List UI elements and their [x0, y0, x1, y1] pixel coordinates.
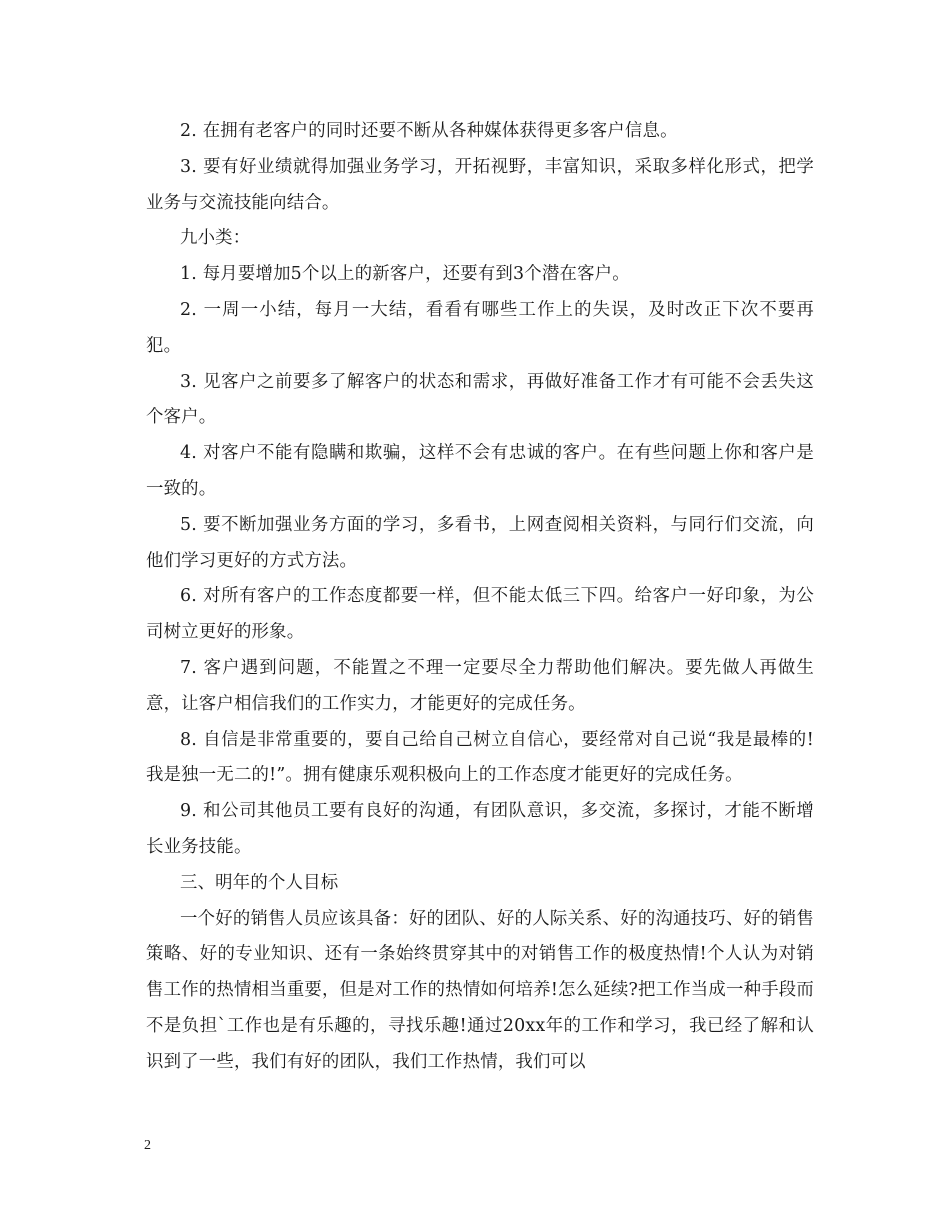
list-item-9: 9. 和公司其他员工要有良好的沟通，有团队意识，多交流，多探讨，才能不断增长业务技能。	[146, 801, 814, 857]
list-item-8: 8. 自信是非常重要的，要自己给自己树立自信心，要经常对自己说“我是最棒的!我是独一无二的!”。拥有健康乐观积极向上的工作态度才能更好的完成任务。	[146, 729, 814, 786]
list-item-7: 7. 客户遇到问题，不能置之不理一定要尽全力帮助他们解决。要先做人再做生意，让客户相信我们的工作实力，才能更好的完成任务。	[146, 657, 814, 714]
paragraph-item-3: 3. 要有好业绩就得加强业务学习，开拓视野，丰富知识，采取多样化形式，把学业务与交流技能向结合。	[146, 156, 814, 213]
page-number: 2	[144, 1138, 151, 1153]
list-item-4: 4. 对客户不能有隐瞒和欺骗，这样不会有忠诚的客户。在有些问题上你和客户是一致的。	[146, 443, 814, 499]
section-heading-nine-categories: 九小类：	[180, 228, 251, 249]
list-item-6: 6. 对所有客户的工作态度都要一样，但不能太低三下四。给客户一好印象，为公司树立更好的形象。	[146, 586, 814, 643]
section-heading-next-year-goals: 三、明年的个人目标	[180, 872, 339, 893]
paragraph-item-2: 2. 在拥有老客户的同时还要不断从各种媒体获得更多客户信息。	[180, 121, 678, 141]
list-item-5: 5. 要不断加强业务方面的学习，多看书，上网查阅相关资料，与同行们交流，向他们学习更好的方式方法。	[146, 514, 814, 571]
list-item-3: 3. 见客户之前要多了解客户的状态和需求，再做好准备工作才有可能不会丢失这个客户。	[146, 371, 814, 428]
list-item-1: 1. 每月要增加5个以上的新客户，还要有到3个潜在客户。	[180, 264, 630, 285]
document-body	[146, 114, 814, 1081]
body-paragraph: 一个好的销售人员应该具备：好的团队、好的人际关系、好的沟通技巧、好的销售策略、好的专业知识、还有一条始终贯穿其中的对销售工作的极度热情!个人认为对销售工作的热情相当重要，但是对工作的热情如何培养!怎么延续?把工作当成一种手段而不是负担`工作也是有乐趣的，寻找乐趣!通过20xx年的工作和学习，我已经了解和认识到了一些，我们有好的团队，我们工作热情，我们可以	[146, 908, 814, 1072]
list-item-2: 2. 一周一小结，每月一大结，看看有哪些工作上的失误，及时改正下次不要再犯。	[146, 299, 814, 356]
